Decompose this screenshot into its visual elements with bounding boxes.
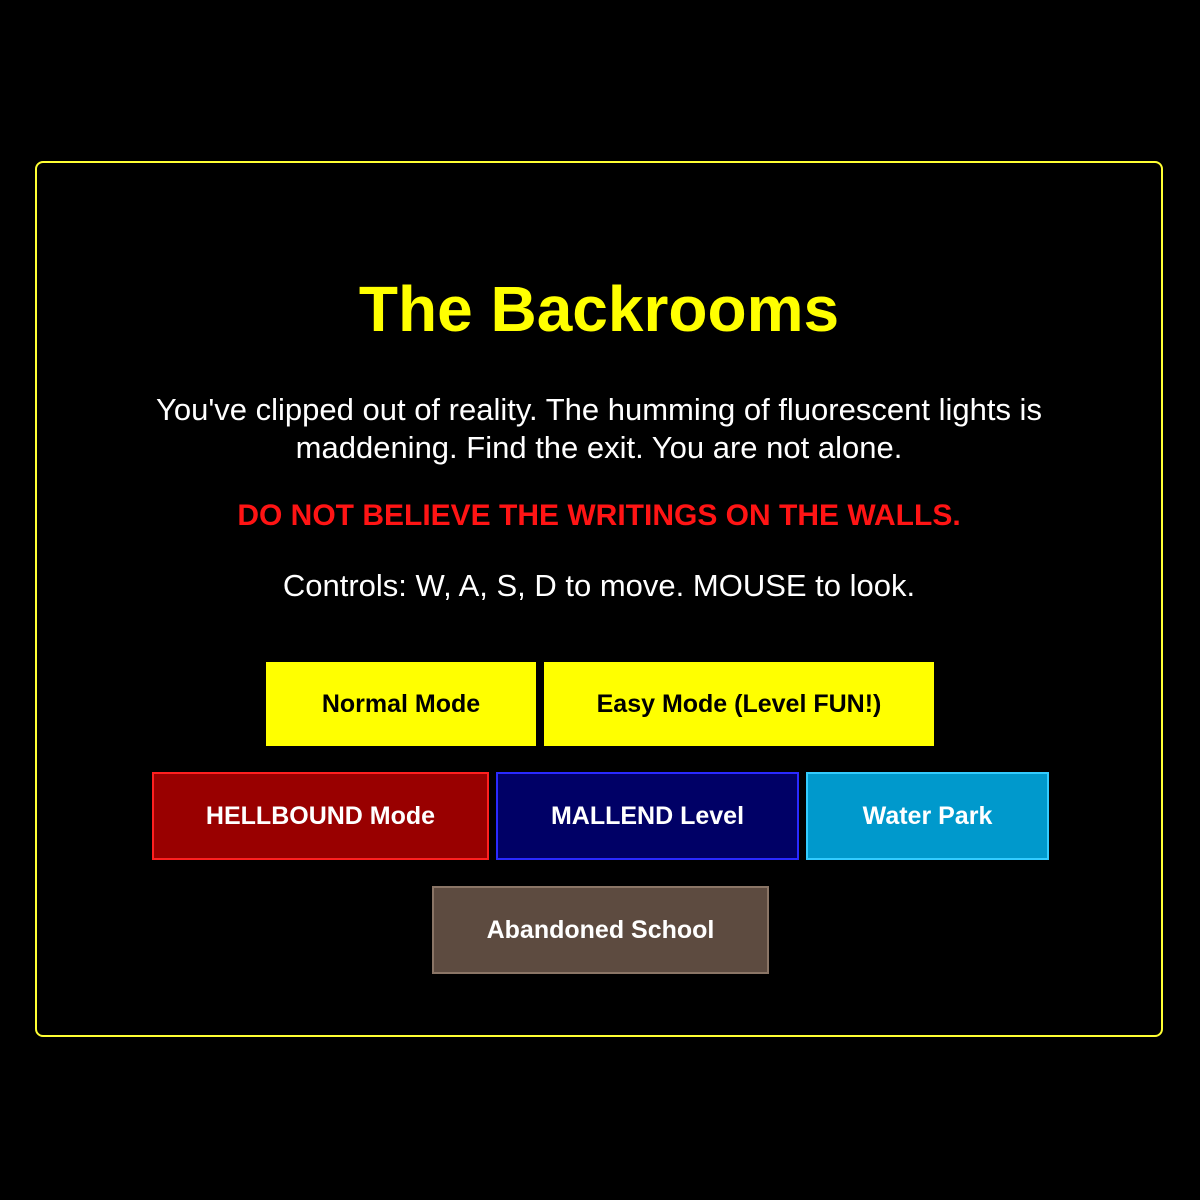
water-park-button[interactable]: Water Park bbox=[806, 772, 1049, 860]
controls-text: Controls: W, A, S, D to move. MOUSE to look. bbox=[282, 568, 916, 603]
warning-text: DO NOT BELIEVE THE WRITINGS ON THE WALLS. bbox=[237, 499, 961, 532]
easy-mode-button[interactable]: Easy Mode (Level FUN!) bbox=[544, 662, 934, 746]
mallend-level-button[interactable]: MALLEND Level bbox=[496, 772, 799, 860]
game-title: The Backrooms bbox=[358, 273, 840, 345]
abandoned-school-button[interactable]: Abandoned School bbox=[432, 886, 769, 974]
hellbound-mode-button[interactable]: HELLBOUND Mode bbox=[152, 772, 489, 860]
start-menu-panel bbox=[35, 161, 1163, 1037]
normal-mode-button[interactable]: Normal Mode bbox=[266, 662, 536, 746]
intro-text: You've clipped out of reality. The humming of fluorescent lights is maddening. Find the exit. You are not alone. bbox=[156, 392, 1042, 465]
